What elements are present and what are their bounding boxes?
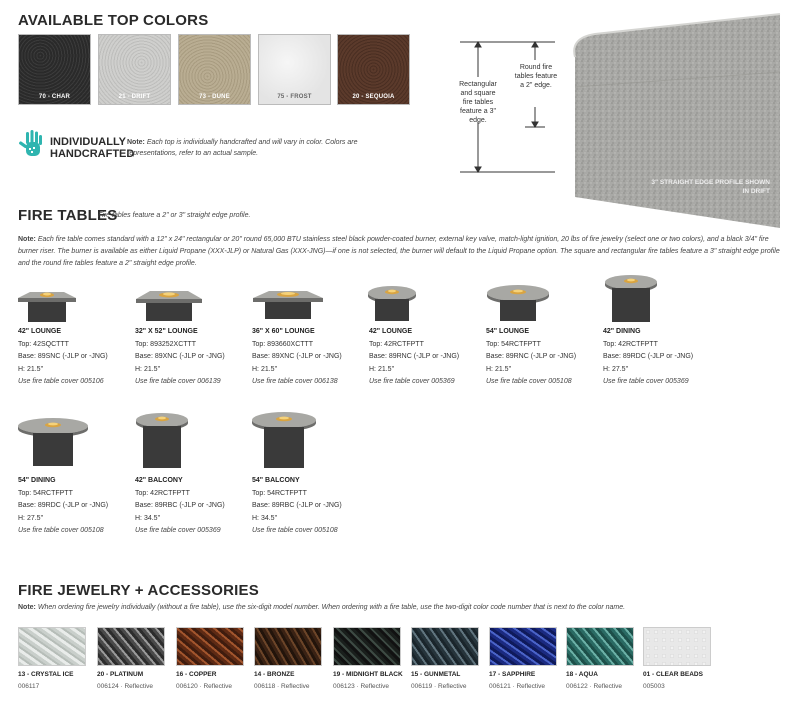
swatch-drift	[98, 34, 171, 105]
swatch-dune	[178, 34, 251, 105]
table-54-dining-image	[16, 416, 90, 468]
table-info-42-lounge-square	[18, 326, 136, 389]
table-name: 42" BALCONY	[135, 477, 183, 484]
note-text: Each top is individually handcrafted and will vary in color. Colors are representations, refer to an actual sample.	[127, 139, 358, 157]
table-name: 54" LOUNGE	[486, 328, 529, 335]
note-text: When ordering fire jewelry individually (without a fire table), use the six-digit model number. When ordering with a fire table, use the two-digit color code number that is next to the color name.	[37, 604, 626, 611]
jewel-code: 006122 · Reflective	[566, 683, 623, 690]
fire-tables-note	[18, 234, 783, 270]
table-top: Top: 42RCTFPTT	[135, 489, 190, 497]
table-42-lounge-round-image	[366, 283, 418, 323]
jewel-code: 006123 · Reflective	[333, 683, 390, 690]
table-cover: Use fire table cover 006138	[252, 378, 338, 385]
jewel-midnight-black-swatch	[333, 627, 401, 666]
table-54-balcony-image	[250, 410, 318, 470]
table-info-36x60-lounge	[252, 326, 370, 389]
note-text: Each fire table comes standard with a 12" x 24" rectangular or 20" round 65,000 BTU stainless steel black powder-coated burner, external key valve, match-light ignition, 20 lbs of fire jewelry (select one or two colors), and a black 3/4" fire burner riser. The burner is available as either Liquid Propane (XXX-JLP) or Natural Gas (XXX-JNG)—if one is not selected, the burner will default to the Liquid Propane option. The square and rectangular fire tables feature a 3" straight edge profile and the round fire tables feature a 2" straight edge profile.	[18, 236, 780, 267]
table-base: Base: 89RNC (-JLP or -JNG)	[486, 353, 577, 360]
table-name: 42" DINING	[603, 328, 641, 335]
jewel-code: 006117	[18, 683, 40, 690]
handcrafted-line2: HANDCRAFTED	[50, 148, 135, 160]
swatch-label: 73 - DUNE	[199, 94, 230, 100]
swatch-sequoia	[337, 34, 410, 105]
table-cover: Use fire table cover 005369	[603, 378, 689, 385]
table-cover: Use fire table cover 005108	[252, 527, 338, 534]
jewel-aqua-swatch	[566, 627, 634, 666]
table-height: H: 34.5"	[135, 514, 161, 522]
table-top: Top: 54RCTFPTT	[486, 340, 541, 348]
table-info-42-balcony	[135, 475, 253, 538]
note-label: Note:	[18, 236, 36, 243]
jewel-crystal-ice-swatch	[18, 627, 86, 666]
jewelry-note	[18, 604, 625, 611]
jewel-code: 006118 · Reflective	[254, 683, 310, 690]
note-label: Note:	[18, 604, 36, 611]
table-height: H: 27.5"	[603, 365, 629, 373]
table-42-dining-image	[603, 272, 659, 324]
table-top: Top: 42RCTFPTT	[603, 340, 658, 348]
jewel-name: 01 - CLEAR BEADS	[643, 671, 703, 678]
table-height: H: 21.5"	[369, 365, 395, 373]
table-height: H: 21.5"	[252, 365, 278, 373]
table-cover: Use fire table cover 005106	[18, 378, 104, 385]
table-cover: Use fire table cover 005369	[369, 378, 455, 385]
table-32x52-lounge-image	[134, 285, 204, 325]
table-height: H: 34.5"	[252, 514, 278, 522]
jewel-code: 006120 · Reflective	[176, 683, 233, 690]
table-name: 42" LOUNGE	[18, 328, 61, 335]
table-info-54-dining	[18, 475, 136, 538]
swatch-char	[18, 34, 91, 105]
table-height: H: 21.5"	[135, 365, 161, 373]
table-cover: Use fire table cover 006139	[135, 378, 221, 385]
table-base: Base: 89RDC (-JLP or -JNG)	[18, 502, 109, 509]
table-top: Top: 54RCTFPTT	[252, 489, 307, 497]
table-42-balcony-image	[134, 410, 190, 470]
jewel-code: 005003	[643, 683, 665, 690]
table-name: 54" DINING	[18, 477, 56, 484]
table-name: 54" BALCONY	[252, 477, 300, 484]
table-base: Base: 89XNC (-JLP or -JNG)	[252, 353, 342, 360]
rect-edge-text: Rectangular and square fire tables feature a 3" edge.	[459, 81, 497, 124]
table-cover: Use fire table cover 005369	[135, 527, 221, 534]
jewel-bronze-swatch	[254, 627, 322, 666]
swatch-label: 21 - DRIFT	[118, 94, 151, 100]
jewel-name: 20 - PLATINUM	[97, 671, 144, 678]
swatch-label: 20 - SEQUOIA	[352, 94, 395, 100]
top-colors-title: AVAILABLE TOP COLORS	[18, 12, 209, 29]
note-label: Note:	[127, 139, 145, 146]
table-base: Base: 89RDC (-JLP or -JNG)	[603, 353, 694, 360]
table-54-lounge-round-image	[485, 283, 551, 323]
table-info-54-balcony	[252, 475, 370, 538]
edge-profile-diagram	[455, 12, 785, 232]
table-base: Base: 89RNC (-JLP or -JNG)	[369, 353, 460, 360]
jewel-sapphire-swatch	[489, 627, 557, 666]
handprint-icon	[18, 130, 46, 162]
jewel-name: 18 - AQUA	[566, 671, 598, 678]
fire-tables-subtitle: Fire tables feature a 2" or 3" straight edge profile.	[98, 212, 251, 219]
profile-caption: 3" STRAIGHT EDGE PROFILE SHOWN IN DRIFT	[651, 179, 770, 195]
fire-tables-title: FIRE TABLES	[18, 207, 118, 224]
table-base: Base: 89RBC (-JLP or -JNG)	[252, 502, 342, 509]
table-info-32x52-lounge	[135, 326, 253, 389]
jewel-code: 006124 · Reflective	[97, 683, 154, 690]
table-base: Base: 89RBC (-JLP or -JNG)	[135, 502, 225, 509]
table-info-42-dining	[603, 326, 721, 389]
table-base: Base: 89SNC (-JLP or -JNG)	[18, 353, 108, 360]
handcrafted-heading	[50, 136, 134, 160]
table-cover: Use fire table cover 005108	[18, 527, 104, 534]
table-info-42-lounge-round	[369, 326, 487, 389]
swatch-frost	[258, 34, 331, 105]
jewel-name: 17 - SAPPHIRE	[489, 671, 536, 678]
jewel-gunmetal-swatch	[411, 627, 479, 666]
jewel-name: 13 - CRYSTAL ICE	[18, 671, 74, 678]
jewel-name: 16 - COPPER	[176, 671, 217, 678]
handcrafted-line1: INDIVIDUALLY	[50, 136, 126, 148]
jewel-code: 006121 · Reflective	[489, 683, 546, 690]
table-top: Top: 893660XCTTT	[252, 340, 314, 348]
table-36x60-lounge-image	[251, 286, 325, 322]
table-top: Top: 42SQCTTT	[18, 340, 69, 348]
jewelry-title: FIRE JEWELRY + ACCESSORIES	[18, 582, 259, 599]
swatch-label: 75 - FROST	[277, 94, 312, 100]
table-name: 32" X 52" LOUNGE	[135, 328, 198, 335]
jewel-name: 14 - BRONZE	[254, 671, 295, 678]
table-top: Top: 54RCTFPTT	[18, 489, 73, 497]
table-top: Top: 42RCTFPTT	[369, 340, 424, 348]
table-height: H: 27.5"	[18, 514, 44, 522]
jewel-platinum-swatch	[97, 627, 165, 666]
table-name: 42" LOUNGE	[369, 328, 412, 335]
table-info-54-lounge	[486, 326, 604, 389]
jewel-name: 15 - GUNMETAL	[411, 671, 461, 678]
jewel-name: 19 - MIDNIGHT BLACK	[333, 671, 403, 678]
jewel-copper-swatch	[176, 627, 244, 666]
table-base: Base: 89XNC (-JLP or -JNG)	[135, 353, 225, 360]
table-42-lounge-square-image	[16, 286, 78, 324]
swatch-label: 70 - CHAR	[38, 94, 71, 100]
handcrafted-note	[127, 137, 377, 159]
round-edge-text: Round fire tables feature a 2" edge.	[514, 64, 558, 89]
table-top: Top: 893252XCTTT	[135, 340, 197, 348]
table-name: 36" X 60" LOUNGE	[252, 328, 315, 335]
table-height: H: 21.5"	[486, 365, 512, 373]
table-height: H: 21.5"	[18, 365, 44, 373]
jewel-code: 006119 · Reflective	[411, 683, 467, 690]
table-cover: Use fire table cover 005108	[486, 378, 572, 385]
jewel-clear-beads-swatch	[643, 627, 711, 666]
